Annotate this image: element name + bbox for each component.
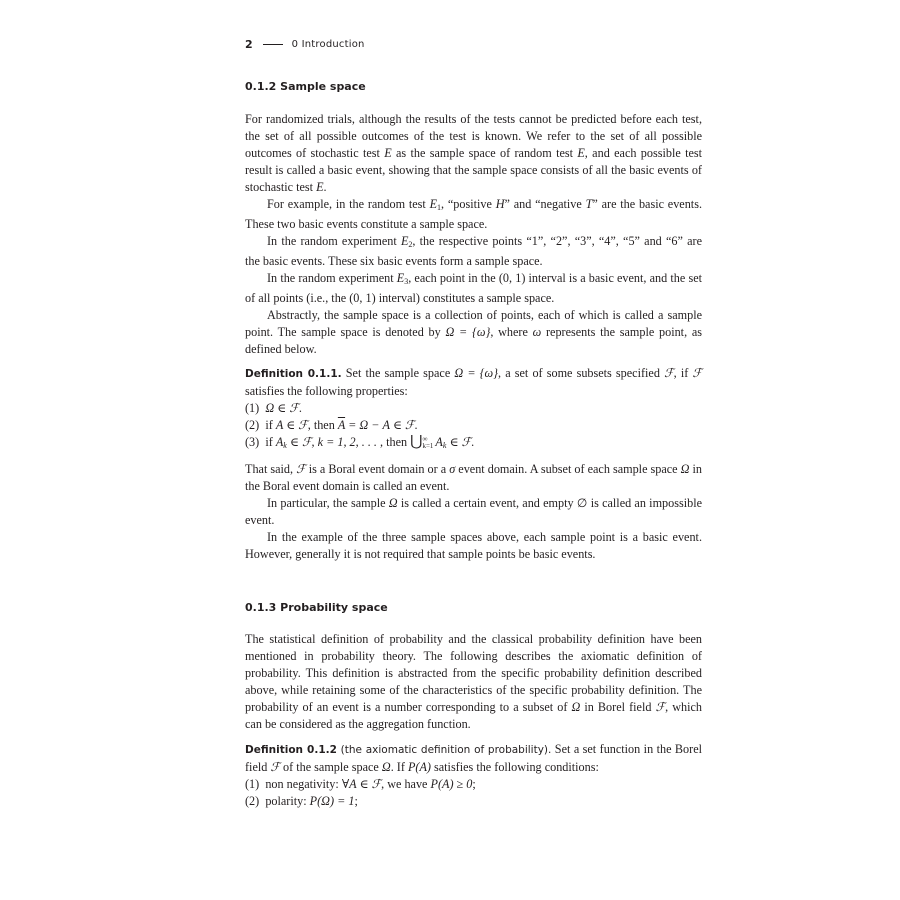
paragraph: For randomized trials, although the results of the tests cannot be predicted before each test, the set of all possible outcomes of the test is known. We refer to the set of all possible outcomes of stochastic test E as the sample space of random test E, and each possible test result is called a basic event, showing that the sample space consists of all the basic events of stochastic test E. [245,112,702,194]
paragraph: Abstractly, the sample space is a collection of points, each of which is called a sample point. The sample space is denoted by Ω = {ω}, where ω represents the sample point, as defined below. [245,308,702,356]
section-heading-sample-space: 0.1.2 Sample space [245,80,366,93]
paragraph: In the example of the three sample spaces above, each sample point is a basic event. However, generally it is not required that sample points be basic events. [245,530,702,561]
definition-label: Definition 0.1.1. [245,368,342,380]
section-body-sample-space [245,111,702,563]
list-item: (3) if $A_k$ ∈ ℱ, k = 1, 2, . . . , then ⋃∞ k=1 $A_k$ ∈ ℱ. [245,434,475,451]
section-heading-probability-space: 0.1.3 Probability space [245,601,388,614]
paragraph: That said, ℱ is a Boral event domain or a σ event domain. A subset of each sample space Ω in the Boral event domain is called an event. [245,462,702,493]
page-number: 2 [245,37,253,51]
definition-0-1-1 [245,365,702,454]
paragraph: In particular, the sample Ω is called a certain event, and empty ∅ is called an impossible event. [245,496,702,527]
paragraph: For example, in the random test $E_1$, “positive H” and “negative T” are the basic events. These two basic events constitute a sample space. [245,197,702,231]
paragraph: In the random experiment $E_2$, the respective points “1”, “2”, “3”, “4”, “5” and “6” are the basic events. These six basic events form a sample space. [245,234,702,268]
list-item: (2) polarity: P(Ω) = 1; [245,794,358,808]
section-body-probability-space [245,631,702,810]
chapter-title: 0 Introduction [291,38,365,50]
definition-label: Definition 0.1.2 [245,744,337,756]
header-rule [263,44,283,45]
list-item: (1) non negativity: ∀A ∈ ℱ, we have P(A) ≥ 0; [245,777,476,791]
definition-statement: Definition 0.1.2 (the axiomatic definition of probability). Set a set function in the Borel field ℱ of the sample space Ω. If P(A) satisfies the following conditions: [245,742,702,774]
list-item: (2) if A ∈ ℱ, then $\overline{A} = \Omega - A$ ∈ ℱ. [245,418,418,432]
definition-statement: Definition 0.1.1. Set the sample space Ω = {ω}, a set of some subsets specified ℱ, if ℱ satisfies the following properties: [245,366,703,398]
page-content [245,36,702,810]
list-item: (1) Ω ∈ ℱ. [245,401,302,415]
paragraph: In the random experiment $E_3$, each point in the (0, 1) interval is a basic event, and the set of all points (i.e., the (0, 1) interval) constitutes a sample space. [245,271,702,305]
definition-0-1-2 [245,741,702,810]
paragraph: The statistical definition of probability and the classical probability definition have been mentioned in probability theory. The following describes the axiomatic definition of probability. This definition is abstracted from the specific probability definition described above, while retaining some of the characteristics of the specific probability definition. The probability of an event is a number corresponding to a subset of Ω in Borel field ℱ, which can be considered as the aggregation function. [245,632,703,731]
running-header [245,36,702,52]
